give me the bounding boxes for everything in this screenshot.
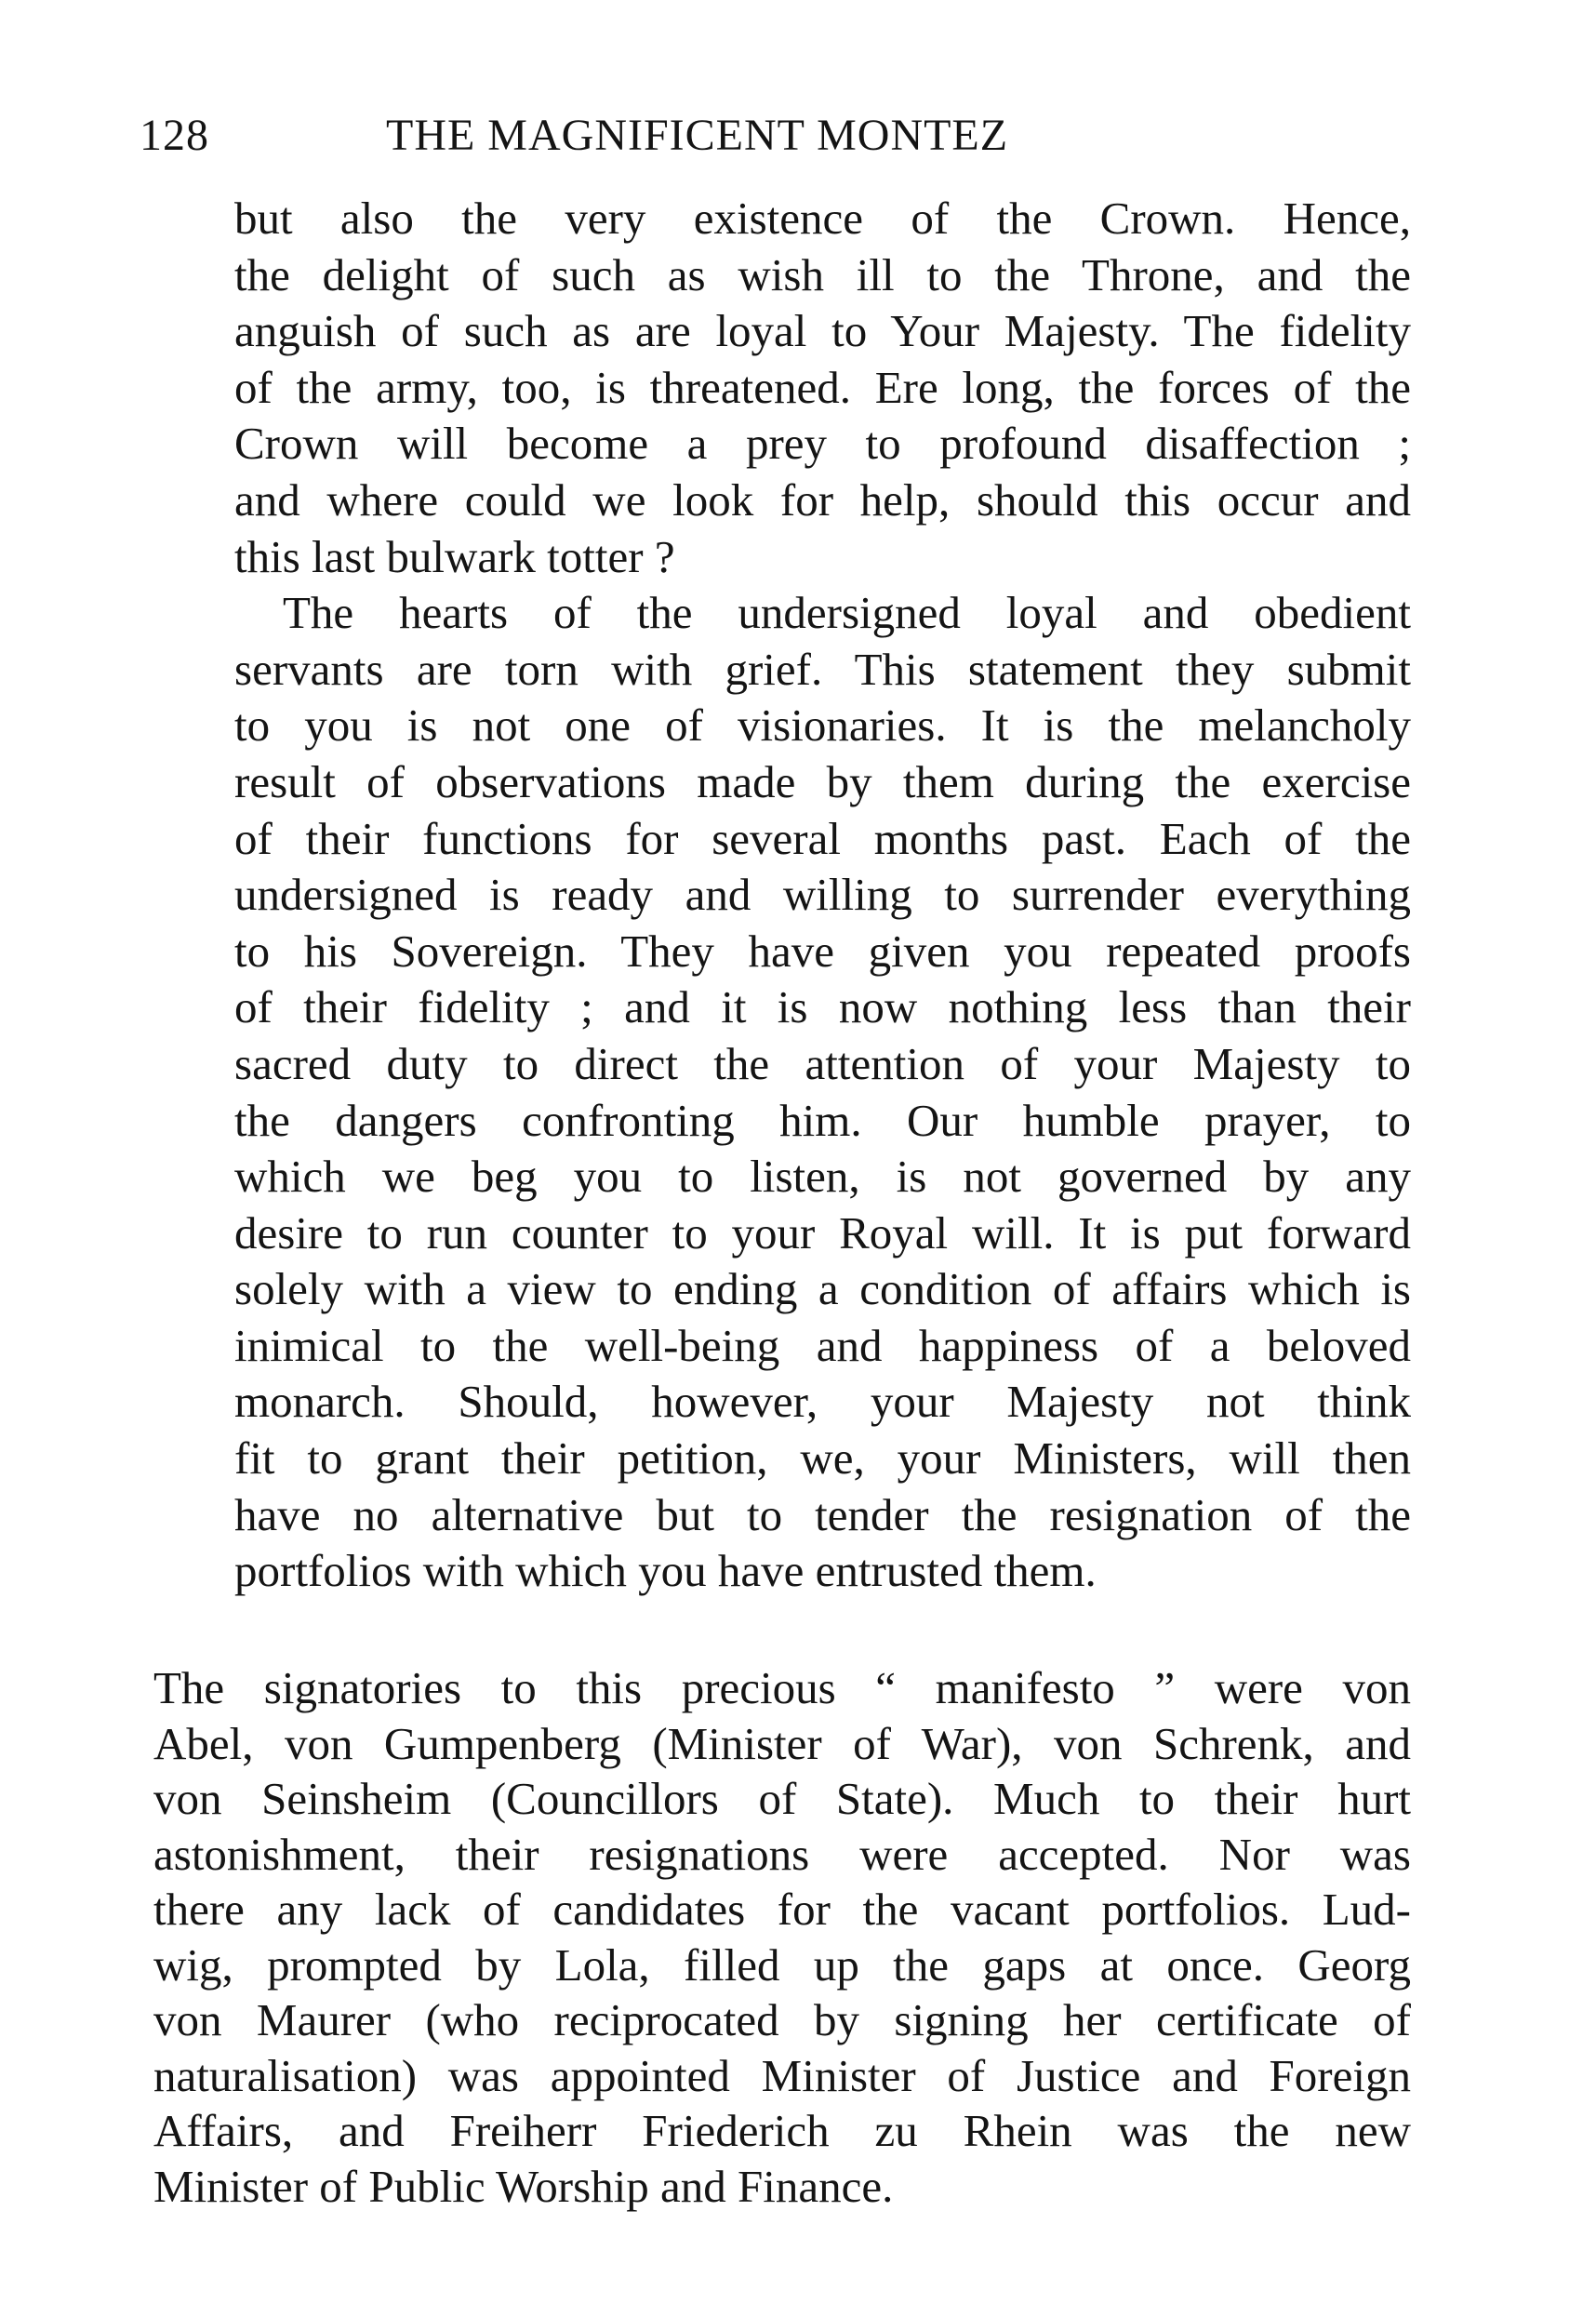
text-line: of their functions for several months past. Each of the (234, 812, 1411, 864)
body-paragraph (153, 1660, 1411, 2214)
text-line: this last bulwark totter ? (234, 530, 675, 582)
text-line: result of observations made by them during the exercise (234, 755, 1411, 807)
text-line: there any lack of candidates for the vacant portfolios. Lud- (153, 1884, 1411, 1935)
quote-paragraph-1 (234, 191, 1411, 585)
text-line: of the army, too, is threatened. Ere long, the forces of the (234, 361, 1411, 413)
text-line: the dangers confronting him. Our humble prayer, to (234, 1094, 1411, 1146)
text-line: desire to run counter to your Royal will. It is put forward (234, 1206, 1411, 1259)
text-line: wig, prompted by Lola, filled up the gaps at once. Georg (153, 1938, 1411, 1991)
text-line: but also the very existence of the Crown. Hence, (234, 193, 1411, 244)
text-line: of their fidelity ; and it is now nothing less than their (234, 981, 1411, 1033)
text-line: Abel, von Gumpenberg (Minister of War), von Schrenk, and (153, 1717, 1411, 1769)
text-line: and where could we look for help, should this occur and (234, 473, 1411, 526)
text-line: sacred duty to direct the attention of your Majesty to (234, 1037, 1411, 1089)
running-title: THE MAGNIFICENT MONTEZ (386, 111, 1009, 160)
text-line: inimical to the well-being and happiness of a beloved (234, 1319, 1411, 1371)
running-head (140, 110, 1339, 175)
text-line: fit to grant their petition, we, your Ministers, will then (234, 1432, 1411, 1485)
text-line: anguish of such as are loyal to Your Majesty. The fidelity (234, 305, 1411, 357)
text-line: portfolios with which you have entrusted them. (234, 1545, 1097, 1597)
quote-paragraph-2 (234, 585, 1411, 1600)
text-line: astonishment, their resignations were accepted. Nor was (153, 1828, 1411, 1880)
text-line: von Maurer (who reciprocated by signing her certificate of (153, 1994, 1411, 2045)
text-line: monarch. Should, however, your Majesty not think (234, 1376, 1411, 1428)
text-line: the delight of such as wish ill to the Throne, and the (234, 248, 1411, 300)
text-line: servants are torn with grief. This statement they submit (234, 643, 1411, 695)
text-line: have no alternative but to tender the resignation of the (234, 1488, 1411, 1540)
text-line: von Seinsheim (Councillors of State). Much to their hurt (153, 1773, 1411, 1824)
page-number: 128 (140, 111, 209, 160)
text-line: Affairs, and Freiherr Friederich zu Rhein was the new (153, 2105, 1411, 2156)
text-line: Minister of Public Worship and Finance. (153, 2160, 894, 2212)
text-line: The hearts of the undersigned loyal and obedient (283, 587, 1411, 639)
text-line: naturalisation) was appointed Minister of Justice and Foreign (153, 2049, 1411, 2101)
text-line: Crown will become a prey to profound disaffection ; (234, 418, 1411, 470)
text-line: to you is not one of visionaries. It is the melancholy (234, 699, 1411, 752)
text-line: which we beg you to listen, is not governed by any (234, 1151, 1411, 1203)
text-line: to his Sovereign. They have given you repeated proofs (234, 925, 1411, 977)
text-line: solely with a view to ending a condition of affairs which is (234, 1263, 1411, 1315)
text-line: undersigned is ready and willing to surrender everything (234, 869, 1411, 921)
text-line: The signatories to this precious “ manifesto ” were von (153, 1662, 1411, 1713)
quoted-manifesto (234, 191, 1411, 1600)
